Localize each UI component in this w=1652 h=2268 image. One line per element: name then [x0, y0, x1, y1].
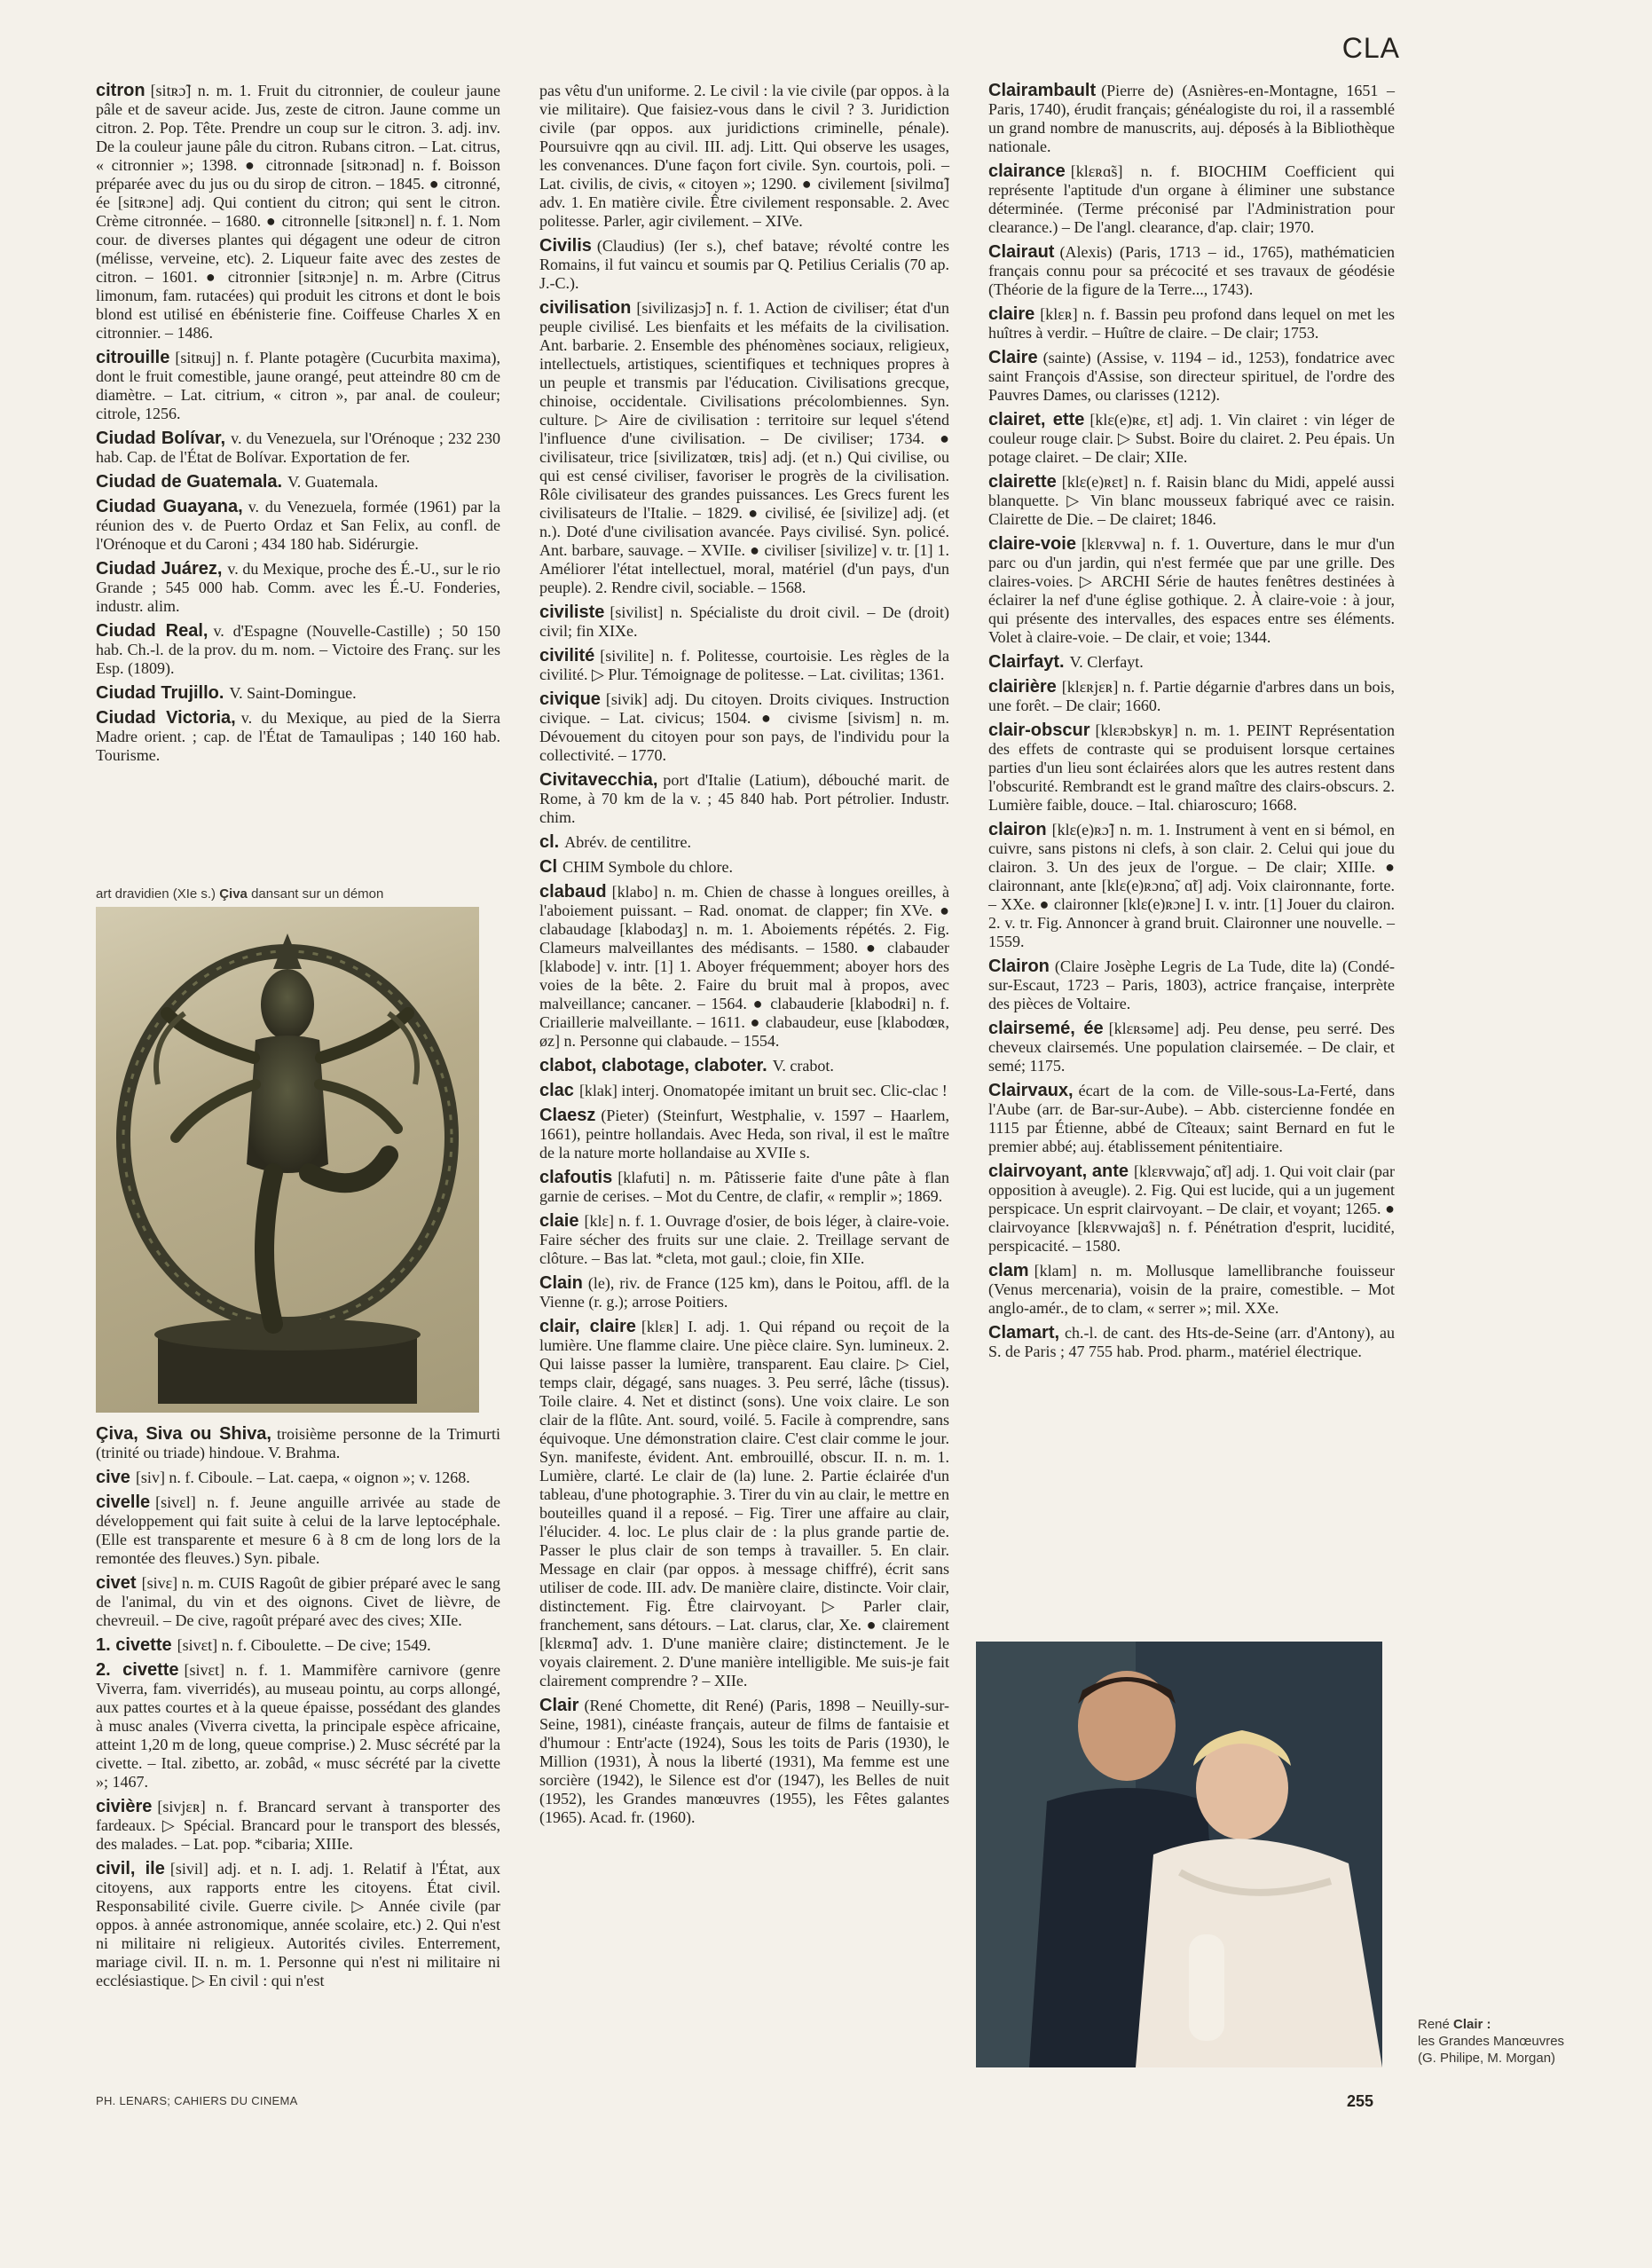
dictionary-entry — [988, 1262, 1395, 1318]
dictionary-entry — [988, 1324, 1395, 1361]
entry-text: [sivjɛʀ] n. f. Brancard servant à transporter des fardeaux. ▷ Spécial. Brancard pour le transport des blessés, des malades. – Lat. pop. *cibaria; XIIIe. — [96, 1798, 500, 1853]
dictionary-entry — [988, 1020, 1395, 1075]
dictionary-entry — [988, 411, 1395, 467]
entry-text: (René Chomette, dit René) (Paris, 1898 – Neuilly-sur-Seine, 1981), cinéaste français, auteur de films de fantaisie et d'humour : Entr'acte (1924), Sous les toits de Paris (1930), le Million (1931), À nous la liberté (1931), Ma femme est une sorcière (1942), le Silence est d'or (1947), les Belles de nuit (1952), les Grandes manœuvres (1955), les Fêtes galantes (1965). Acad. fr. (1960). — [539, 1697, 949, 1826]
entry-headword: civiliste — [539, 602, 605, 622]
entry-text: [klɛʀvwa] n. f. 1. Ouverture, dans le mur d'un parc ou d'un jardin, qui n'est fermée que par une grille. Des claires-voies. ▷ ARCHI Série de hautes fenêtres destinées à éclairer la nef d'une église gothique. 2. À claire-voie : à jour, qui présente des intervalles, des espaces entre ses éléments. Volet à claire-voie. – De clair, et voie; 1344. — [988, 535, 1395, 646]
photo-credit: PH. LENARS; CAHIERS DU CINEMA — [96, 2094, 298, 2107]
entry-text: V. Clerfayt. — [1069, 653, 1144, 671]
entry-headword: clairon — [988, 820, 1047, 839]
dictionary-entry — [988, 1162, 1395, 1256]
entry-headword: Ciudad de Guatemala. — [96, 472, 283, 492]
dictionary-entry — [539, 1697, 949, 1827]
dictionary-entry — [96, 622, 500, 678]
dictionary-entry — [539, 1169, 949, 1206]
entry-text: [klabo] n. m. Chien de chasse à longues oreilles, à l'aboiement puissant. – Rad. onomat. de clapper; fin XVe. ● clabaudage [klabodaʒ] n. m. 1. Aboiements répétés. 2. Fig. Clameurs malveillantes des médisants. – 1580. ● clabauder [klabode] v. intr. [1] 1. Aboyer fréquemment; aboyer hors des voies de la bête. 2. Faire du bruit mal à propos, avec malveillance; cancaner. – 1564. ● clabauderie [klabodʀi] n. f. Criaillerie malveillante. – 1611. ● clabaudeur, euse [klabodœʀ, øz] n. Personne qui clabaude. – 1554. — [539, 883, 949, 1050]
dictionary-entry — [539, 833, 949, 852]
entry-text: V. Guatemala. — [287, 473, 379, 491]
entry-headword: Cl — [539, 857, 557, 877]
entry-headword: Clamart, — [988, 1323, 1060, 1343]
dictionary-entry — [96, 82, 500, 343]
entry-headword: claire — [988, 304, 1035, 324]
entry-headword: Clairambault — [988, 81, 1097, 100]
dictionary-entry — [539, 603, 949, 641]
entry-text: pas vêtu d'un uniforme. 2. Le civil : la vie civile (par oppos. à la vie militaire). Que faisiez-vous dans le civil ? 3. Juridiction civile (par oppos. aux juridictions criminelle, pénale). Poursuivre qqn au civil. III. adj. Litt. Qui observe les usages, les convenances. D'une façon fort civile. Syn. courtois, poli. – Lat. civilis, de civis, « citoyen »; 1290. ● civilement [sivilmɑ̃] adv. 1. En matière civile. Être civilement responsable. 2. Avec politesse. Parler, agir civilement. – XIVe. — [539, 82, 949, 230]
entry-text: troisième personne de la Trimurti (trinité ou triade) hindoue. V. Brahma. — [96, 1425, 501, 1461]
dictionary-entry — [988, 473, 1395, 529]
entry-headword: clairière — [988, 677, 1057, 697]
dictionary-entry — [96, 1574, 500, 1630]
entry-headword: citrouille — [96, 348, 170, 367]
entry-headword: clafoutis — [539, 1168, 613, 1187]
entry-text: [klɛʀ] I. adj. 1. Qui répand ou reçoit de la lumière. Une flamme claire. Une pièce claire. Syn. lumineux. 2. Qui laisse passer la lumière, transparent. Eau claire. ▷ Ciel, temps clair, dégagé, sans nuages. 3. Peu serré, lâche (tissus). Toile claire. 4. Net et distinct (sons). Une voix claire. Le son clair de la flûte. Ant. sourd, voilé. 5. Facile à comprendre, sans équivoque. Une démonstration claire. C'est clair comme le jour. Syn. manifeste, évident. Ant. embrouillé, obscur. II. n. m. 1. Lumière, clarté. Le clair de (la) lune. 2. Partie éclairée d'un tableau, d'une photographie. 3. Tirer du vin au clair, le mettre en bouteilles quand il a reposé. – Fig. Tirer une affaire au clair, l'élucider. 4. loc. Le plus clair de : la plus grande partie de. Passer le plus clair de son temps à travailler. 5. En clair. Message en clair (par oppos. à message chiffré), écrit sans utiliser de code. III. adv. De manière claire, distincte. Voir clair, distinctement. Fig. Être clairvoyant. ▷ Parler clair, franchement, sans détours. – Lat. clarus, clar, Xe. ● clairement [klɛʀmɑ̃] adv. 1. D'une manière claire; distinctement. Je le voyais clairement. 2. D'une manière intelligible. Me suis-je fait clairement comprendre ? – XIIe. — [539, 1318, 949, 1689]
entry-text: [sivik] adj. Du citoyen. Droits civiques. Instruction civique. – Lat. civicus; 1504. ● civisme [sivism] n. m. Dévouement du citoyen pour son pays, de l'individu pour la collectivité. – 1770. — [539, 690, 949, 764]
entry-text: [sivilist] n. Spécialiste du droit civil. – De (droit) civil; fin XIXe. — [539, 603, 949, 640]
dictionary-entry — [988, 82, 1395, 156]
civa-statue-photo — [96, 907, 479, 1413]
entry-text: (Claudius) (Ier s.), chef batave; révolté contre les Romains, il fut vaincu et soumis par Q. Petilius Cerialis (70 ap. J.-C.). — [539, 237, 949, 292]
entry-text: v. du Venezuela, sur l'Orénoque ; 232 230 hab. Cap. de l'État de Bolívar. Exportation de fer. — [96, 429, 500, 466]
caption-bold: Çiva — [219, 886, 248, 902]
dictionary-entry — [539, 858, 949, 877]
entry-text: [klɛ(e)ʀɔ̃] n. m. 1. Instrument à vent en si bémol, en cuivre, sans pistons ni clefs, à son clair. 2. Celui qui joue du clairon. 3. Un des jeux de l'orgue. – De clair; XIIIe. ● claironnant, ante [klɛ(e)ʀɔnɑ̃, ɑ̃t] adj. Voix claironnante, forte. – XXe. ● claironner [klɛ(e)ʀɔne] I. v. intr. [1] Jouer du clairon. 2. v. tr. Fig. Annoncer à grand bruit. Claironner une nouvelle. – 1559. — [988, 821, 1395, 950]
entry-headword: Clairon — [988, 957, 1050, 976]
dictionary-entry — [988, 1082, 1395, 1156]
entry-text: V. crabot. — [772, 1057, 834, 1075]
entry-text: v. du Venezuela, formée (1961) par la réunion des v. de Puerto Ordaz et San Felix, au confl. de l'Orénoque et du Caroni ; 434 180 hab. Sidérurgie. — [96, 498, 501, 553]
entry-text: [klɛʀ] n. f. Bassin peu profond dans lequel on met les huîtres à verdir. – Huître de claire. – De clair; 1753. — [988, 305, 1395, 342]
entry-text: [sivɛt] n. f. 1. Mammifère carnivore (genre Viverra, fam. viverridés), au museau pointu, au corps allongé, aux pattes courtes et à la queue épaisse, possédant des glandes à musc anales (Viverra civetta, la principale espèce africaine, atteint 1,20 m de long, queue comprise.) 2. Musc sécrété par la civette. – Ital. zibetto, ar. zobâd, « musc sécrété par la civette »; 1467. — [96, 1661, 500, 1791]
dictionary-entry — [988, 162, 1395, 237]
entry-headword: 2. civette — [96, 1660, 179, 1680]
entry-headword: Çiva, Siva ou Shiva, — [96, 1424, 271, 1444]
entry-text: CHIM Symbole du chlore. — [562, 858, 733, 876]
figure-civa-caption — [96, 886, 479, 902]
entry-headword: civil, ile — [96, 1859, 165, 1878]
entry-text: [klɛʀvwajɑ̃, ɑ̃t] adj. 1. Qui voit clair (par opposition à aveugle). 2. Fig. Qui est lucide, qui a un jugement perspicace. Un esprit clairvoyant. – De clair, et voyant; 1265. ● clairvoyance [klɛʀvwajɑ̃s] n. f. Pénétration d'esprit, lucidité, perspicacité. – 1580. — [988, 1162, 1396, 1255]
dictionary-entry — [539, 1106, 949, 1162]
entry-text: [siv] n. f. Ciboule. – Lat. caepa, « oignon »; v. 1268. — [135, 1469, 470, 1486]
entry-headword: Clair — [539, 1696, 579, 1715]
entry-headword: Claire — [988, 348, 1038, 367]
entry-headword: clair, claire — [539, 1317, 636, 1336]
entry-text: v. du Mexique, au pied de la Sierra Madre orient. ; cap. de l'État de Tamaulipas ; 140 160 hab. Tourisme. — [96, 709, 500, 764]
dictionary-entry — [96, 1469, 500, 1487]
entry-text: v. du Mexique, proche des É.-U., sur le rio Grande ; 545 000 hab. Comm. avec les É.-U. Fonderies, industr. alim. — [96, 560, 500, 615]
entry-headword: civière — [96, 1797, 153, 1816]
entry-text: [sivɛ] n. m. CUIS Ragoût de gibier préparé avec le sang de l'animal, du vin et des oignons. Civet de lièvre, de chevreuil. – De cive, ragoût préparé avec des cives; XIIe. — [96, 1574, 500, 1629]
entry-headword: civique — [539, 689, 601, 709]
dictionary-entry — [539, 1057, 949, 1075]
entry-text: [klɛʀɔbskyʀ] n. m. 1. PEINT Représentation des effets de contraste qui se produisent lorsque certaines parties d'un lieu sont éclairées alors que les autres restent dans l'obscurité. Rembrandt est le grand maître des clairs-obscurs. 2. Lumière faible, douce. – Ital. chiaroscuro; 1668. — [988, 721, 1395, 814]
running-head: CLA — [1341, 32, 1400, 64]
entry-headword: Civilis — [539, 236, 592, 256]
entry-headword: clairsemé, ée — [988, 1019, 1104, 1038]
dictionary-entry — [96, 1661, 500, 1792]
dictionary-entry — [988, 349, 1395, 405]
entry-headword: Ciudad Victoria, — [96, 708, 236, 728]
entry-text: v. d'Espagne (Nouvelle-Castille) ; 50 150 hab. Ch.-l. de la prov. du m. nom. – Victoire des Franç. sur les Esp. (1809). — [96, 622, 500, 677]
entry-text: ch.-l. de cant. des Hts-de-Seine (arr. d'Antony), au S. de Paris ; 47 755 hab. Prod. pharm., matériel électrique. — [988, 1324, 1395, 1360]
dictionary-entry — [539, 1318, 949, 1690]
dictionary-entry — [96, 473, 500, 492]
entry-headword: Clain — [539, 1273, 583, 1293]
entry-headword: clairette — [988, 472, 1057, 492]
entry-headword: clam — [988, 1261, 1029, 1280]
entry-headword: citron — [96, 81, 146, 100]
dictionary-entry — [96, 498, 500, 554]
dictionary-entry — [539, 1212, 949, 1268]
caption-prefix: art dravidien (XIe s.) — [96, 886, 220, 902]
dictionary-entry — [96, 560, 500, 616]
entry-text: [sivilite] n. f. Politesse, courtoisie. Les règles de la civilité. ▷ Plur. Témoignage de politesse. – Lat. civilitas; 1361. — [539, 647, 949, 683]
entry-text: [sivilizasjɔ̃] n. f. 1. Action de civiliser; état d'un peuple civilisé. Les bienfaits et les méfaits de la civilisation. Ant. barbarie. 2. Ensemble des phénomènes sociaux, religieux, intellectuels, artistiques, scientifiques et techniques propres à un peuple et transmis par l'éducation. Civilisations grecque, chinoise, occidentale. Civilisations précolombiennes. Syn. culture. ▷ Aire de civilisation : territoire sur lequel s'étend l'influence d'une civilisation. – De civiliser; 1734. ● civilisateur, trice [sivilizatœʀ, tʀis] adj. (et n.) Qui civilise, ou qui est censé civiliser, favoriser le progrès de la civilisation. Rôle civilisateur des grandes puissances. Les Grecs furent les civilisateurs de l'Italie. – 1829. ● civilisé, ée [sivilize] adj. (et n.). Doté d'une civilisation avancée. Pays civilisé. Syn. policé. Ant. barbare, sauvage. – XVIIe. ● civiliser [sivilize] v. tr. [1] 1. Améliorer l'état intellectuel, moral, matériel (d'un pays, d'un peuple). 2. Rendre civil, sociable. – 1568. — [539, 299, 949, 596]
entry-headword: cl. — [539, 832, 560, 852]
entry-headword: civet — [96, 1573, 137, 1593]
caption-line1-bold: Clair : — [1453, 2017, 1491, 2032]
page-number: 255 — [1347, 2092, 1374, 2110]
entry-headword: clairance — [988, 161, 1066, 181]
dictionary-entry — [539, 883, 949, 1051]
entry-headword: 1. civette — [96, 1635, 172, 1655]
dictionary-entry — [988, 305, 1395, 343]
entry-headword: Clairvaux, — [988, 1081, 1074, 1100]
entry-text: [klɛʀjɛʀ] n. f. Partie dégarnie d'arbres dans un bois, une forêt. – De clair; 1660. — [988, 678, 1395, 714]
entry-headword: Clairaut — [988, 242, 1055, 262]
caption-line1-prefix: René — [1418, 2017, 1454, 2032]
dictionary-entry — [96, 1860, 500, 1990]
entry-headword: Ciudad Real, — [96, 621, 208, 641]
entry-headword: clairet, ette — [988, 410, 1085, 429]
entry-text: (le), riv. de France (125 km), dans le Poitou, affl. de la Vienne (r. g.); arrose Poitiers. — [539, 1274, 949, 1311]
entry-text: [klɛ] n. f. 1. Ouvrage d'osier, de bois léger, à claire-voie. Faire sécher des fruits sur une claie. 2. Treillage servant de clôture. – Bas lat. *cleta, mot gaul.; cloie, fin XIIe. — [539, 1212, 949, 1267]
dictionary-entry — [988, 957, 1395, 1013]
entry-headword: clac — [539, 1081, 574, 1100]
dictionary-entry — [539, 1082, 949, 1100]
column-3 — [988, 82, 1395, 1367]
entry-headword: Civitavecchia, — [539, 770, 658, 790]
dictionary-entry — [988, 535, 1395, 647]
film-still-illustration — [976, 1642, 1382, 2067]
entry-text: (Claire Josèphe Legris de La Tude, dite la) (Condé-sur-Escaut, 1723 – Paris, 1803), actrice française, interprète des pièces de Voltaire. — [988, 957, 1395, 1012]
entry-text: V. Saint-Domingue. — [229, 684, 357, 702]
entry-headword: clair-obscur — [988, 721, 1090, 740]
entry-headword: Ciudad Guayana, — [96, 497, 243, 516]
entry-text: (Alexis) (Paris, 1713 – id., 1765), mathématicien français connu pour sa précocité et ses travaux de géodésie (Théorie de la figure de la Terre..., 1743). — [988, 243, 1395, 298]
entry-headword: clabaud — [539, 882, 607, 902]
dictionary-entry — [539, 690, 949, 765]
dictionary-entry — [96, 1425, 500, 1462]
dictionary-entry — [96, 1636, 500, 1655]
entry-text: [sivɛt] n. f. Ciboulette. – De cive; 1549. — [177, 1636, 431, 1654]
entry-text: [klɛʀɑ̃s] n. f. BIOCHIM Coefficient qui représente l'aptitude d'un organe à éliminer une substance déterminée. (Terme préconisé par l'Administration pour clearance.) – De l'angl. clearance, d'ap. clair; 1970. — [988, 162, 1395, 236]
entry-headword: claie — [539, 1211, 579, 1231]
caption-line2: les Grandes Manœuvres — [1418, 2034, 1565, 2049]
dictionary-entry — [988, 653, 1395, 672]
dictionary-entry — [539, 647, 949, 684]
entry-text: [klɛ(e)ʀɛt] n. f. Raisin blanc du Midi, appelé aussi blanquette. ▷ Vin blanc mousseux fabriqué avec ce raisin. Clairette de Die. – De clairet; 1846. — [988, 473, 1395, 528]
clair-film-still-photo — [976, 1642, 1382, 2067]
dictionary-entry — [539, 82, 949, 231]
entry-headword: Claesz — [539, 1106, 596, 1125]
entry-headword: cive — [96, 1468, 130, 1487]
entry-text: [sivil] adj. et n. I. adj. 1. Relatif à l'État, aux citoyens, aux rapports entre les citoyens. État civil. Responsabilité civile. Guerre civile. ▷ Année civile (par oppos. à année astronomique, année scolaire, etc.) 2. Qui n'est ni militaire ni religieux. Autorités civiles. Enterrement, mariage civil. II. n. m. 1. Personne qui n'est ni militaire ni ecclésiastique. ▷ En civil : qui n'est — [96, 1860, 501, 1989]
entry-text: [klɛʀsəme] adj. Peu dense, peu serré. Des cheveux clairsemés. Une population clairsemée. – De clair, et semé; 1175. — [988, 1020, 1396, 1075]
dictionary-entry — [988, 721, 1395, 815]
entry-headword: clabot, clabotage, claboter. — [539, 1056, 767, 1075]
entry-text: écart de la com. de Ville-sous-La-Ferté, dans l'Aube (arr. de Bar-sur-Aube). – Abb. cistercienne fondée en 1115 par Étienne, abbé de Cîteaux; saint Bernard en fut le premier abbé; auj. établissement pénitentiaire. — [988, 1082, 1395, 1155]
caption-suffix: dansant sur un démon — [247, 886, 384, 902]
column-1 — [96, 82, 500, 771]
dictionary-entry — [96, 709, 500, 765]
entry-text: [klak] interj. Onomatopée imitant un bruit sec. Clic-clac ! — [578, 1082, 948, 1099]
dictionary-entry — [988, 243, 1395, 299]
entry-text: (Pierre de) (Asnières-en-Montagne, 1651 – Paris, 1740), érudit français; généalogiste du roi, il a rassemblé un grand nombre de manuscrits, auj. déposés à la Bibliothèque nationale. — [988, 82, 1395, 155]
entry-text: [klafuti] n. m. Pâtisserie faite d'une pâte à flan garnie de cerises. – Mot du Centre, de clafir, « remplir »; 1869. — [539, 1169, 949, 1205]
dictionary-entry — [539, 299, 949, 597]
dictionary-entry — [988, 678, 1395, 715]
dictionary-entry — [96, 429, 500, 467]
dictionary-entry — [96, 349, 500, 423]
column-2 — [539, 82, 949, 1833]
dictionary-entry — [96, 1493, 500, 1568]
dictionary-entry — [96, 684, 500, 703]
entry-headword: Ciudad Trujillo. — [96, 683, 224, 703]
entry-headword: civilisation — [539, 298, 632, 318]
entry-headword: clairvoyant, ante — [988, 1162, 1129, 1181]
entry-text: (Pieter) (Steinfurt, Westphalie, v. 1597 – Haarlem, 1661), peintre hollandais. Avec Heda, son rival, il est le maître de la nature morte hollandaise au XVIIe s. — [539, 1106, 949, 1162]
caption-line3: (G. Philipe, M. Morgan) — [1418, 2051, 1556, 2066]
entry-text: Abrév. de centilitre. — [564, 833, 692, 851]
entry-text: [klam] n. m. Mollusque lamellibranche fouisseur (Venus mercenaria), voisin de la praire, comestible. – Mot anglo-amér., de to clam, « serrer »; mil. XXe. — [988, 1262, 1395, 1317]
dictionary-entry — [539, 771, 949, 827]
dictionary-entry — [96, 1798, 500, 1854]
entry-text: [sivɛl] n. f. Jeune anguille arrivée au stade de développement qui fait suite à celui de la larve leptocéphale. (Elle est transparente et mesure 6 à 8 cm de long lors de la remontée des fleuves.) Syn. pibale. — [96, 1493, 500, 1567]
entry-headword: civilité — [539, 646, 595, 665]
entry-headword: Ciudad Juárez, — [96, 559, 223, 579]
entry-headword: Ciudad Bolívar, — [96, 429, 226, 448]
entry-headword: claire-voie — [988, 534, 1076, 554]
entry-text: [klɛ(e)ʀɛ, ɛt] adj. 1. Vin clairet : vin léger de couleur rouge clair. ▷ Subst. Boire du clairet. 2. Peu épais. Un potage clairet. – De clair; XIIe. — [988, 411, 1396, 466]
entry-text: port d'Italie (Latium), débouché marit. de Rome, à 70 km de la v. ; 45 840 hab. Port pétrolier. Industr. chim. — [539, 771, 949, 826]
entry-headword: Clairfayt. — [988, 652, 1065, 672]
civa-statue-illustration — [96, 907, 479, 1413]
entry-text: (sainte) (Assise, v. 1194 – id., 1253), fondatrice avec saint François d'Assise, son directeur spirituel, de l'ordre des Pauvres Dames, ou clarisses (1212). — [988, 349, 1395, 404]
entry-text: [sitʀɔ̃] n. m. 1. Fruit du citronnier, de couleur jaune pâle et de saveur acide. Jus, zeste de citron. Jaune comme un citron. 2. Pop. Tête. Prendre un coup sur le citron. 3. adj. inv. De la couleur jaune pâle du citron. Rubans citron. – Lat. citrus, « citronnier »; 1398. ● citronnade [sitʀɔnad] n. f. Boisson préparée avec du jus ou du sirop de citron. – 1845. ● citronné, ée [sitʀɔne] adj. Qui contient du citron; qui sent le citron. Crème citronnée. – 1680. ● citronnelle [sitʀɔnɛl] n. f. 1. Nom cour. de diverses plantes qui dégagent une odeur de citron (mélisse, verveine, etc). 2. Liqueur faite avec des zestes de citron. – 1601. ● citronnier [sitʀɔnje] n. m. Arbre (Citrus limonum, fam. rutacées) qui produit les citrons et dont le bois blond est utilisé en ébénisterie fine. Coiffeuse Charles X en citronnier. – 1486. — [96, 82, 500, 342]
entry-text: [sitʀuj] n. f. Plante potagère (Cucurbita maxima), dont le fruit comestible, jaune orangé, peut atteindre 80 cm de diamètre. – Lat. citrium, « citron », par anal. de couleur; citrole, 1256. — [96, 349, 500, 422]
figure-clair-caption — [1418, 2016, 1613, 2067]
dictionary-entry — [988, 821, 1395, 951]
column-1-lower — [96, 1425, 500, 1996]
dictionary-entry — [539, 237, 949, 293]
dictionary-entry — [539, 1274, 949, 1311]
entry-headword: civelle — [96, 1492, 151, 1512]
